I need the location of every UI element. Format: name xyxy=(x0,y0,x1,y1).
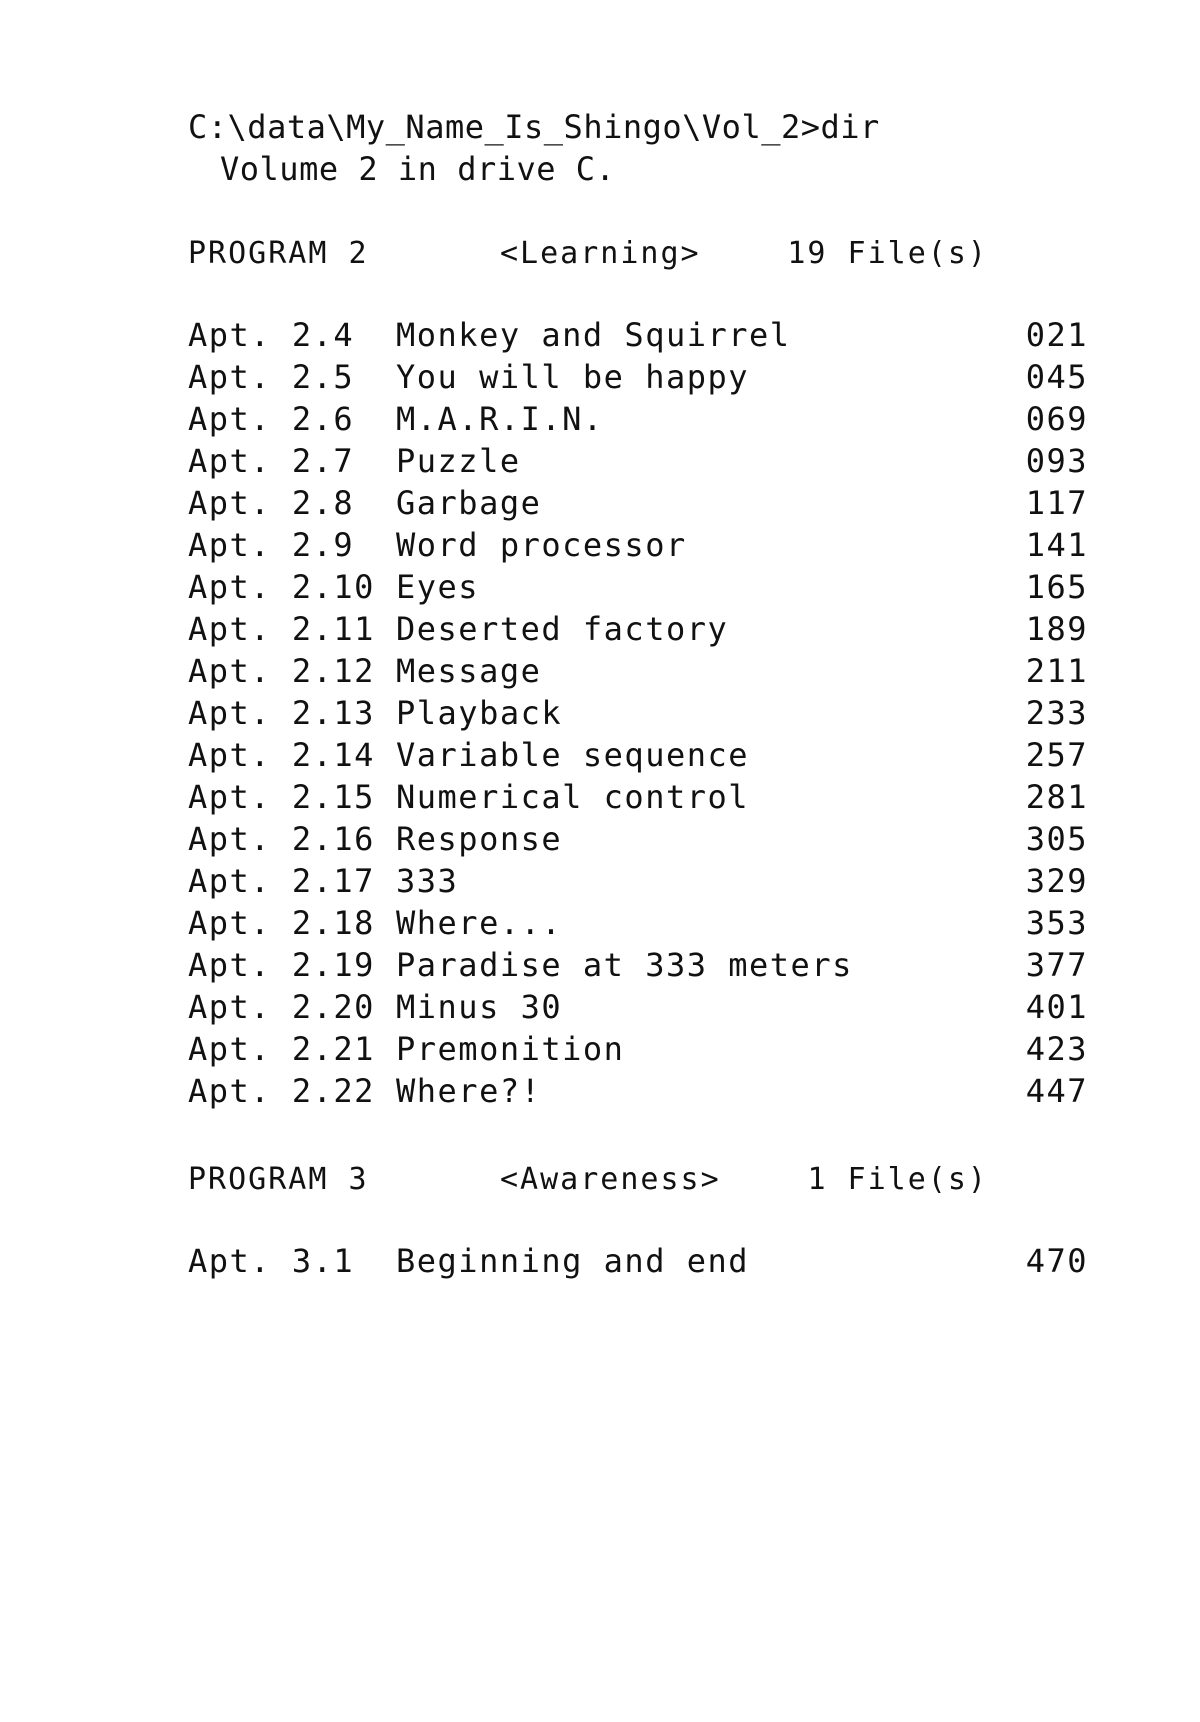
chapter-entry xyxy=(188,862,1088,904)
chapter-title: Response xyxy=(396,820,563,858)
chapter-entry xyxy=(188,652,1088,694)
chapter-entry xyxy=(188,442,1088,484)
chapter-page: 093 xyxy=(1025,442,1088,480)
chapter-number: Apt. 2.8 xyxy=(188,484,355,522)
chapter-title: Beginning and end xyxy=(396,1242,750,1280)
chapter-title: Variable sequence xyxy=(396,736,750,774)
chapter-number: Apt. 2.19 xyxy=(188,946,375,984)
chapter-number: Apt. 2.10 xyxy=(188,568,375,606)
program-header xyxy=(188,1162,1088,1202)
chapter-list xyxy=(188,316,1088,1114)
chapter-entry xyxy=(188,484,1088,526)
chapter-page: 211 xyxy=(1025,652,1088,690)
chapter-number: Apt. 2.7 xyxy=(188,442,355,480)
chapter-number: Apt. 2.15 xyxy=(188,778,375,816)
chapter-entry xyxy=(188,778,1088,820)
program-file-count: 19 File(s) xyxy=(787,236,988,271)
chapter-entry xyxy=(188,316,1088,358)
program-name: PROGRAM 3 xyxy=(188,1162,369,1197)
chapter-list xyxy=(188,1242,1088,1284)
chapter-entry xyxy=(188,988,1088,1030)
chapter-page: 165 xyxy=(1025,568,1088,606)
chapter-number: Apt. 3.1 xyxy=(188,1242,355,1280)
chapter-title: Premonition xyxy=(396,1030,625,1068)
chapter-number: Apt. 2.18 xyxy=(188,904,375,942)
chapter-title: Puzzle xyxy=(396,442,521,480)
chapter-entry xyxy=(188,946,1088,988)
chapter-page: 069 xyxy=(1025,400,1088,438)
chapter-title: Where... xyxy=(396,904,563,942)
chapter-title: Where?! xyxy=(396,1072,542,1110)
chapter-title: Monkey and Squirrel xyxy=(396,316,791,354)
chapter-page: 470 xyxy=(1025,1242,1088,1280)
chapter-entry xyxy=(188,1242,1088,1284)
chapter-number: Apt. 2.13 xyxy=(188,694,375,732)
command-prompt: C:\data\My_Name_Is_Shingo\Vol_2>dir xyxy=(188,108,880,146)
chapter-number: Apt. 2.22 xyxy=(188,1072,375,1110)
chapter-entry xyxy=(188,736,1088,778)
chapter-page: 377 xyxy=(1025,946,1088,984)
chapter-page: 117 xyxy=(1025,484,1088,522)
chapter-page: 423 xyxy=(1025,1030,1088,1068)
chapter-number: Apt. 2.6 xyxy=(188,400,355,438)
program-name: PROGRAM 2 xyxy=(188,236,369,271)
chapter-page: 353 xyxy=(1025,904,1088,942)
chapter-entry xyxy=(188,1072,1088,1114)
program-file-count: 1 File(s) xyxy=(807,1162,988,1197)
chapter-title: Playback xyxy=(396,694,563,732)
chapter-page: 021 xyxy=(1025,316,1088,354)
chapter-title: M.A.R.I.N. xyxy=(396,400,604,438)
chapter-title: Message xyxy=(396,652,542,690)
chapter-number: Apt. 2.16 xyxy=(188,820,375,858)
chapter-title: Garbage xyxy=(396,484,542,522)
chapter-number: Apt. 2.20 xyxy=(188,988,375,1026)
chapter-page: 045 xyxy=(1025,358,1088,396)
chapter-title: Minus 30 xyxy=(396,988,563,1026)
chapter-entry xyxy=(188,358,1088,400)
chapter-entry xyxy=(188,694,1088,736)
chapter-number: Apt. 2.9 xyxy=(188,526,355,564)
chapter-number: Apt. 2.12 xyxy=(188,652,375,690)
chapter-entry xyxy=(188,904,1088,946)
chapter-entry xyxy=(188,568,1088,610)
program-theme: <Learning> xyxy=(500,236,701,271)
chapter-number: Apt. 2.21 xyxy=(188,1030,375,1068)
chapter-number: Apt. 2.14 xyxy=(188,736,375,774)
chapter-title: Eyes xyxy=(396,568,480,606)
chapter-number: Apt. 2.11 xyxy=(188,610,375,648)
chapter-page: 305 xyxy=(1025,820,1088,858)
chapter-page: 189 xyxy=(1025,610,1088,648)
program-theme: <Awareness> xyxy=(500,1162,721,1197)
chapter-page: 447 xyxy=(1025,1072,1088,1110)
chapter-title: You will be happy xyxy=(396,358,750,396)
chapter-title: 333 xyxy=(396,862,459,900)
chapter-entry xyxy=(188,526,1088,568)
chapter-entry xyxy=(188,1030,1088,1072)
chapter-page: 281 xyxy=(1025,778,1088,816)
chapter-entry xyxy=(188,820,1088,862)
chapter-page: 141 xyxy=(1025,526,1088,564)
chapter-number: Apt. 2.4 xyxy=(188,316,355,354)
chapter-number: Apt. 2.5 xyxy=(188,358,355,396)
chapter-page: 257 xyxy=(1025,736,1088,774)
chapter-number: Apt. 2.17 xyxy=(188,862,375,900)
chapter-title: Numerical control xyxy=(396,778,750,816)
chapter-entry xyxy=(188,610,1088,652)
chapter-title: Deserted factory xyxy=(396,610,729,648)
chapter-title: Paradise at 333 meters xyxy=(396,946,853,984)
chapter-page: 401 xyxy=(1025,988,1088,1026)
program-header xyxy=(188,236,1088,276)
chapter-title: Word processor xyxy=(396,526,687,564)
volume-label: Volume 2 in drive C. xyxy=(220,150,616,188)
chapter-page: 329 xyxy=(1025,862,1088,900)
chapter-entry xyxy=(188,400,1088,442)
chapter-page: 233 xyxy=(1025,694,1088,732)
